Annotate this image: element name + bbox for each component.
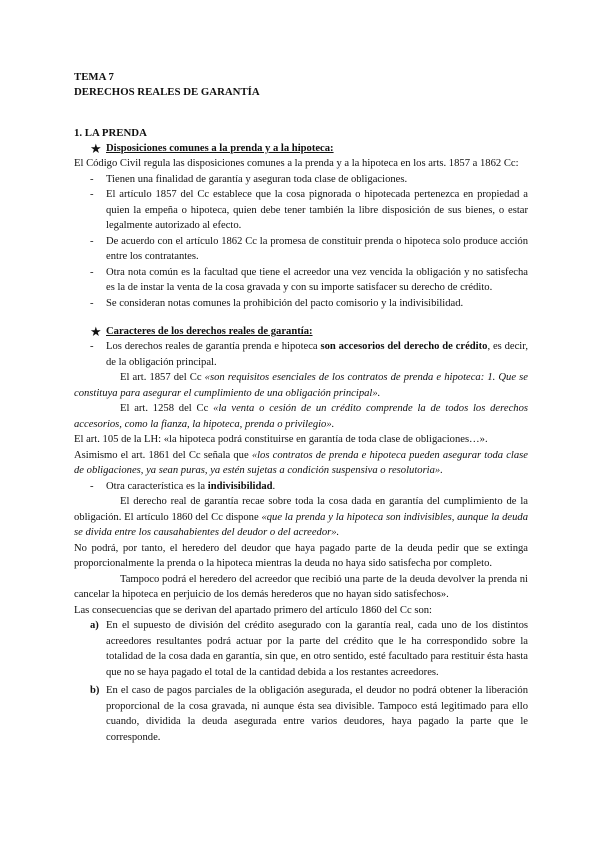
document-body: [74, 70, 528, 748]
italic-run: «que la prenda y la hipoteca son indivisibles, aunque la deuda se divida entre los causahabientes del deudor o del acreedor».: [74, 511, 529, 538]
subheading-text: Disposiciones comunes a la prenda y a la hipoteca:: [106, 143, 334, 154]
list-item: [74, 339, 528, 370]
page-title: DERECHOS REALES DE GARANTÍA: [74, 86, 260, 98]
paragraph-consecuencias: Las consecuencias que se derivan del apartado primero del artículo 1860 del Cc son:: [74, 604, 432, 616]
italic-run: «la venta o cesión de un crédito comprende la de todos los derechos accesorios, como la fianza, la hipoteca, prenda o privilegio».: [74, 403, 528, 430]
star-bullet-icon: ★: [90, 324, 102, 339]
text-run: Los derechos reales de garantía prenda e hipoteca: [106, 341, 321, 352]
list-item: - Se consideran notas comunes la prohibición del pacto comisorio y la indivisibilidad.: [74, 296, 528, 312]
disposiciones-list: [74, 172, 528, 312]
bold-run: son accesorios del derecho de crédito: [320, 341, 488, 352]
paragraph-heredero-deudor: No podrá, por tanto, el heredero del deudor que haya pagado parte de la deuda pedir que se extinga proporcionalmente la prenda o la hipoteca mientras la deuda no haya sido satisfecha por completo.: [74, 542, 528, 569]
list-item: - El artículo 1857 del Cc establece que la cosa pignorada o hipotecada pertenezca en propiedad a quien la empeña o hipoteca, quien debe tener también la libre disposición de sus bienes, o estar legalmente autorizado al efecto.: [74, 187, 528, 234]
subheading-disposiciones: [90, 141, 528, 156]
tema-number: TEMA 7: [74, 71, 114, 83]
section-heading-prenda: 1. LA PRENDA: [74, 127, 147, 139]
list-item: - Otra nota común es la facultad que tiene el acreedor una vez vencida la obligación y no satisfecha es la de instar la venta de la cosa gravada y con su importe satisfacer su derecho de crédito.: [74, 265, 528, 296]
italic-run: «los contratos de prenda e hipoteca pueden asegurar toda clase de obligaciones, ya sean puras, ya estén sujetas a condición suspensiva o resolutoria».: [74, 449, 528, 476]
paragraph-art-105-lh: El art. 105 de la LH: «la hipoteca podrá constituirse en garantía de toda clase de obligaciones…».: [74, 434, 488, 445]
list-item: [74, 479, 528, 495]
intro-paragraph: El Código Civil regula las disposiciones comunes a la prenda y a la hipoteca en los arts. 1857 a 1862 Cc:: [74, 158, 519, 169]
text-run: En el supuesto de división del crédito asegurado con la garantía real, cada uno de los distintos acreedores resultantes podrá actuar por la parte del crédito que le ha correspondido sobre la totalidad de la cosa dada en garantía, sin que, en otro sentido, esté facultado para restituir ésta hasta que no se haya pagado el total de la cantidad debida a los restantes acreedores.: [106, 620, 528, 678]
caracteres-list-1: [74, 339, 528, 370]
text-run: Otra característica es la: [106, 480, 208, 492]
list-item: - Tienen una finalidad de garantía y aseguran toda clase de obligaciones.: [74, 172, 528, 188]
paragraph-art-1258: [74, 401, 528, 432]
text-run: El derecho real de garantía recae sobre toda la cosa dada en garantía del cumplimiento de la obligación. El artículo 1860 del Cc dispone: [74, 496, 528, 523]
text-run: Asimismo el art. 1861 del Cc señala que: [74, 449, 252, 461]
list-item: - De acuerdo con el artículo 1862 Cc la promesa de constituir prenda o hipoteca solo produce acción entre los contratantes.: [74, 234, 528, 265]
text-run: .: [272, 480, 276, 492]
paragraph-art-1857: [74, 370, 528, 401]
subheading-text: Caracteres de los derechos reales de garantía:: [106, 326, 313, 337]
consecuencias-list: [74, 618, 528, 745]
caracteres-list-2: [74, 479, 528, 495]
text-run: , es decir, de la obligación principal.: [106, 341, 528, 368]
paragraph-art-1860: [74, 494, 528, 541]
italic-run: «son requisitos esenciales de los contratos de prenda e hipoteca: 1. Que se constituya para asegurar el cumplimiento de una obligación principal».: [74, 372, 528, 399]
list-marker: a): [90, 620, 99, 631]
paragraph-art-1861: [74, 448, 528, 479]
text-run: El art. 1258 del Cc: [120, 403, 214, 414]
star-bullet-icon: ★: [90, 141, 102, 156]
text-run: En el caso de pagos parciales de la obligación asegurada, el deudor no podrá obtener la liberación proporcional de la cosa gravada, ni aunque ésta sea divisible. Tampoco está legitimado para ello cuando, dividida la deuda asegurada entre varios deudores, haya pagado la parte que le corresponde.: [106, 685, 528, 743]
bold-run: indivisibilidad: [207, 480, 273, 492]
list-marker: b): [90, 685, 100, 696]
subheading-caracteres: [90, 324, 528, 339]
text-run: El art. 1857 del Cc: [120, 372, 205, 383]
list-item: [74, 683, 528, 745]
paragraph-heredero-acreedor: Tampoco podrá el heredero del acreedor que recibió una parte de la deuda devolver la prenda ni cancelar la hipoteca en perjuicio de los demás herederos que no hayan sido satisfechos».: [74, 573, 528, 600]
list-item: [74, 618, 528, 680]
